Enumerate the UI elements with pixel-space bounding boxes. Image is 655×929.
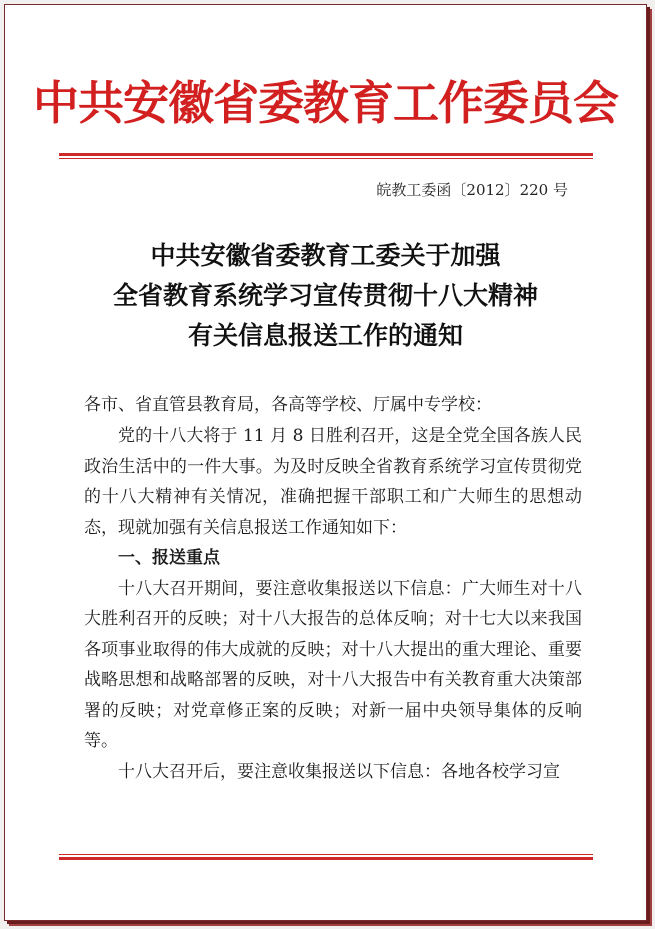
letterhead-org-name: 中共安徽省委教育工作委员会 bbox=[33, 76, 618, 130]
paragraph-after-congress: 十八大召开后，要注意收集报送以下信息：各地各校学习宣 bbox=[118, 761, 560, 782]
letterhead-rule-thick bbox=[59, 153, 593, 156]
document-number: 皖教工委函〔2012〕220 号 bbox=[376, 181, 568, 199]
paragraph-intro: 党的十八大将于 11 月 8 日胜利召开，这是全党全国各族人民政治生活中的一件大事。为及时反映全省教育系统学习宣传贯彻党的十八大精神有关情况，准确把握干部职工和广大师生的思想动态，现就加强有关信息报送工作通知如下： bbox=[84, 426, 582, 538]
footer-rule-thin bbox=[59, 854, 593, 855]
letterhead-rule-thin bbox=[59, 158, 593, 159]
title-line-2: 全省教育系统学习宣传贯彻十八大精神 bbox=[112, 281, 538, 310]
section-heading-1: 一、报送重点 bbox=[118, 548, 220, 568]
title-line-3: 有关信息报送工作的通知 bbox=[187, 321, 463, 350]
document-page bbox=[4, 4, 647, 921]
salutation: 各市、省直管县教育局，各高等学校、厅属中专学校： bbox=[84, 395, 492, 415]
footer-rule-thick bbox=[59, 857, 593, 860]
paragraph-key-points: 十八大召开期间，要注意收集报送以下信息：广大师生对十八大胜利召开的反映；对十八大报告的总体反响；对十七大以来我国各项事业取得的伟大成就的反映；对十八大提出的重大理论、重要战略思想和战略部署的反映，对十八大报告中有关教育重大决策部署的反映；对党章修正案的反映；对新一届中央领导集体的反响等。 bbox=[84, 578, 582, 751]
body-content bbox=[84, 421, 582, 787]
title-line-1: 中共安徽省委教育工委关于加强 bbox=[150, 241, 501, 270]
